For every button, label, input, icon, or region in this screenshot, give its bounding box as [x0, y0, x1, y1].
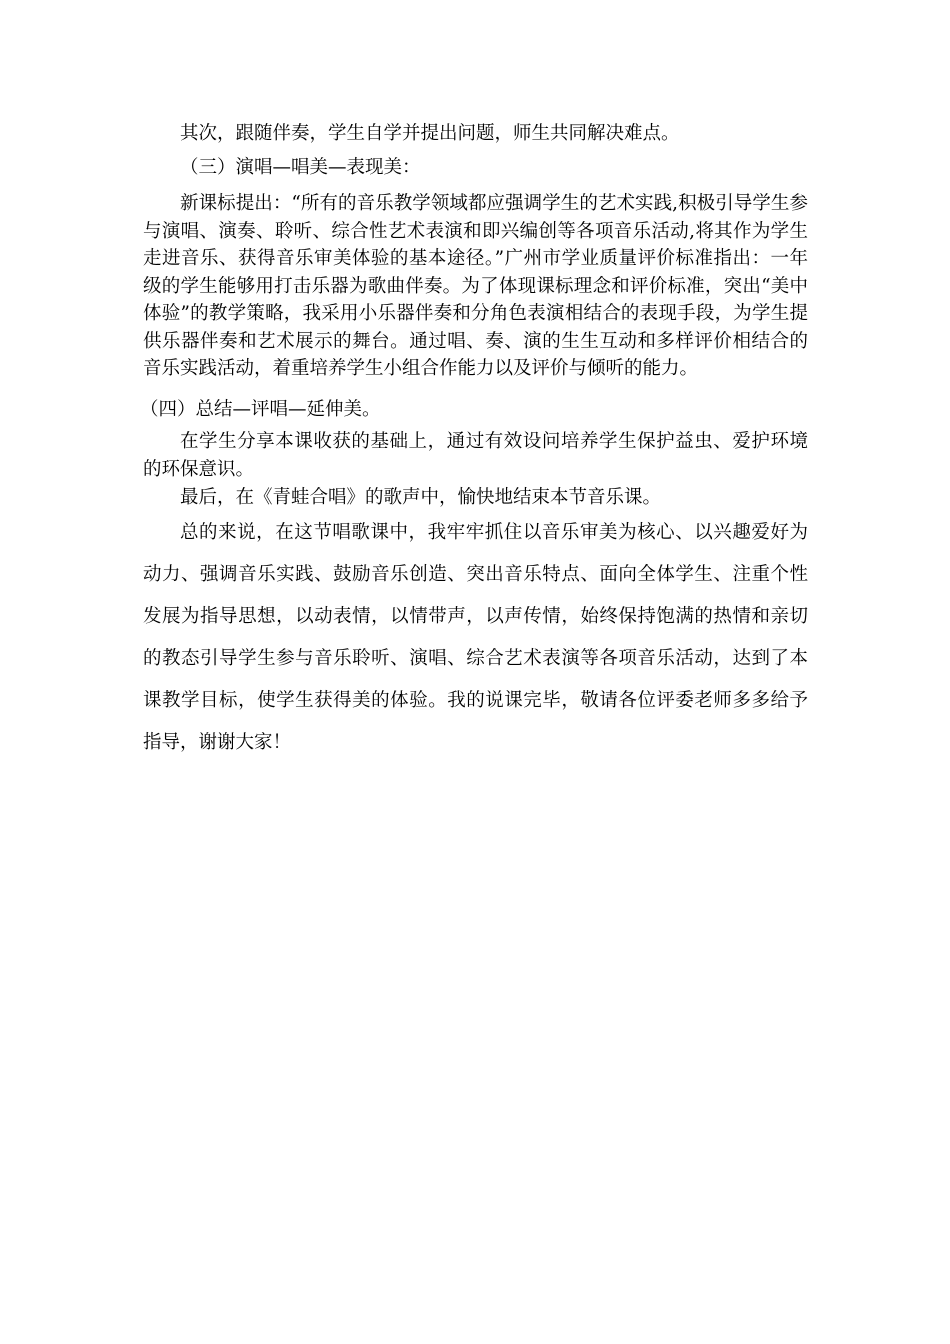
paragraph-new-curriculum-standard: 新课标提出：“所有的音乐教学领域都应强调学生的艺术实践,积极引导学生参与演唱、演奏、聆听、综合性艺术表演和即兴编创等各项音乐活动,将其作为学生走进音乐、获得音乐审美体验的基本途径。”广州市学业质量评价标准指出：一年级的学生能够用打击乐器为歌曲伴奏。为了体现课标理念和评价标准，突出“美中体验”的教学策略，我采用小乐器伴奏和分角色表演相结合的表现手段，为学生提供乐器伴奏和艺术展示的舞台。通过唱、奏、演的生生互动和多样评价相结合的音乐实践活动，着重培养学生小组合作能力以及评价与倾听的能力。 [143, 193, 808, 379]
section-heading-3: （三）演唱—唱美—表现美： [180, 157, 421, 178]
paragraph-conclusion: 总的来说，在这节唱歌课中，我牢牢抓住以音乐审美为核心、以兴趣爱好为动力、强调音乐实践、鼓励音乐创造、突出音乐特点、面向全体学生、注重个性发展为指导思想，以动表情，以情带声，以声传情，始终保持饱满的热情和亲切的教态引导学生参与音乐聆听、演唱、综合艺术表演等各项音乐活动，达到了本课教学目标，使学生获得美的体验。我的说课完毕，敬请各位评委老师多多给予指导，谢谢大家！ [143, 522, 808, 753]
paragraph-accompaniment-self-study: 其次，跟随伴奏，学生自学并提出问题，师生共同解决难点。 [180, 123, 680, 144]
section-heading-4: （四）总结—评唱—延伸美。 [140, 399, 381, 420]
paragraph-environmental-awareness: 在学生分享本课收获的基础上，通过有效设问培养学生保护益虫、爱护环境的环保意识。 [143, 431, 808, 480]
paragraph-closing-song: 最后，在《青蛙合唱》的歌声中，愉快地结束本节音乐课。 [180, 487, 662, 508]
